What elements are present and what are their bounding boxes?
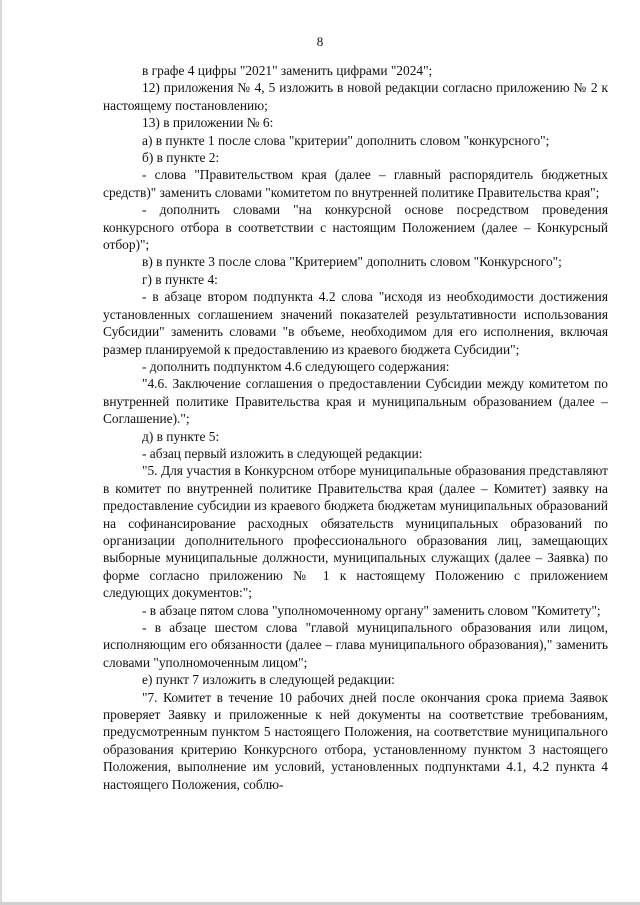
paragraph: "4.6. Заключение соглашения о предоставлении Субсидии между комитетом по внутренней политике Правительства края и муниципальным образованием (далее – Соглашение)."; — [103, 376, 608, 427]
paragraph: - слова "Правительством края (далее – главный распорядитель бюджетных средств)" заменить словами "комитетом по внутренней политике Правительства края"; — [103, 167, 608, 200]
paragraph: б) в пункте 2: — [142, 150, 220, 166]
paragraph: д) в пункте 5: — [142, 428, 220, 444]
paragraph: - в абзаце шестом слова "главой муниципального образования или лицом, исполняющим его обязанности (далее – глава муниципального образования)," заменить словами "уполномоченным лицом"; — [103, 620, 608, 670]
paragraph: - дополнить подпунктом 4.6 следующего содержания: — [142, 358, 450, 374]
paragraph: - дополнить словами "на конкурсной основе посредством проведения конкурсного отбора в соответствии с настоящим Положением (далее – Конкурсный отбор)"; — [103, 202, 608, 253]
scan-left-edge — [0, 0, 2, 905]
page-number: 8 — [316, 34, 324, 49]
paragraph: г) в пункте 4: — [142, 271, 218, 287]
paragraph: в) в пункте 3 после слова "Критерием" дополнить словом "Конкурсного"; — [142, 254, 562, 270]
paragraph: "5. Для участия в Конкурсном отборе муниципальные образования представляют в комитет по внутренней политике Правительства края (далее – Комитет) заявку на предоставление субсидии из краевого бюджета бюджетам муниципальных образований на софинансирование расходных обязательств муниципальных образований по организации дополнительного профессионального образования лиц, замещающих выборные муниципальные должности, муниципальных служащих (далее – Заявка) по форме согласно приложению № 1 к настоящему Положению с приложением следующих документов:"; — [103, 463, 608, 601]
paragraph: в графе 4 цифры "2021" заменить цифрами "2024"; — [142, 63, 433, 78]
paragraph: 12) приложения № 4, 5 изложить в новой редакции согласно приложению № 2 к настоящему постановлению; — [103, 80, 608, 113]
paragraph: 13) в приложении № 6: — [142, 115, 274, 131]
paragraph: - абзац первый изложить в следующей редакции: — [142, 445, 423, 461]
paragraph: - в абзаце втором подпункта 4.2 слова "исходя из необходимости достижения установленных соглашением значений показателей результативности использования Субсидии" заменить словами "в объеме, необходимом для его исполнения, включая размер планируемой к предоставлению из краевого бюджета Субсидии"; — [103, 289, 608, 357]
paragraph: а) в пункте 1 после слова "критерии" дополнить словом "конкурсного"; — [142, 132, 550, 148]
document-body — [103, 62, 608, 793]
paragraph: "7. Комитет в течение 10 рабочих дней после окончания срока приема Заявок проверяет Заявку и приложенные к ней документы на соответствие требованиям, предусмотренным пунктом 5 настоящего Положения, на соответствие муниципального образования критерию Конкурсного отбора, установленному пунктом 3 настоящего Положения, выполнение им условий, установленных подпунктами 4.1, 4.2 пункта 4 настоящего Положения, соблю- — [103, 689, 608, 792]
paragraph: е) пункт 7 изложить в следующей редакции: — [142, 672, 395, 688]
paragraph: - в абзаце пятом слова "уполномоченному органу" заменить словом "Комитету"; — [142, 602, 601, 618]
